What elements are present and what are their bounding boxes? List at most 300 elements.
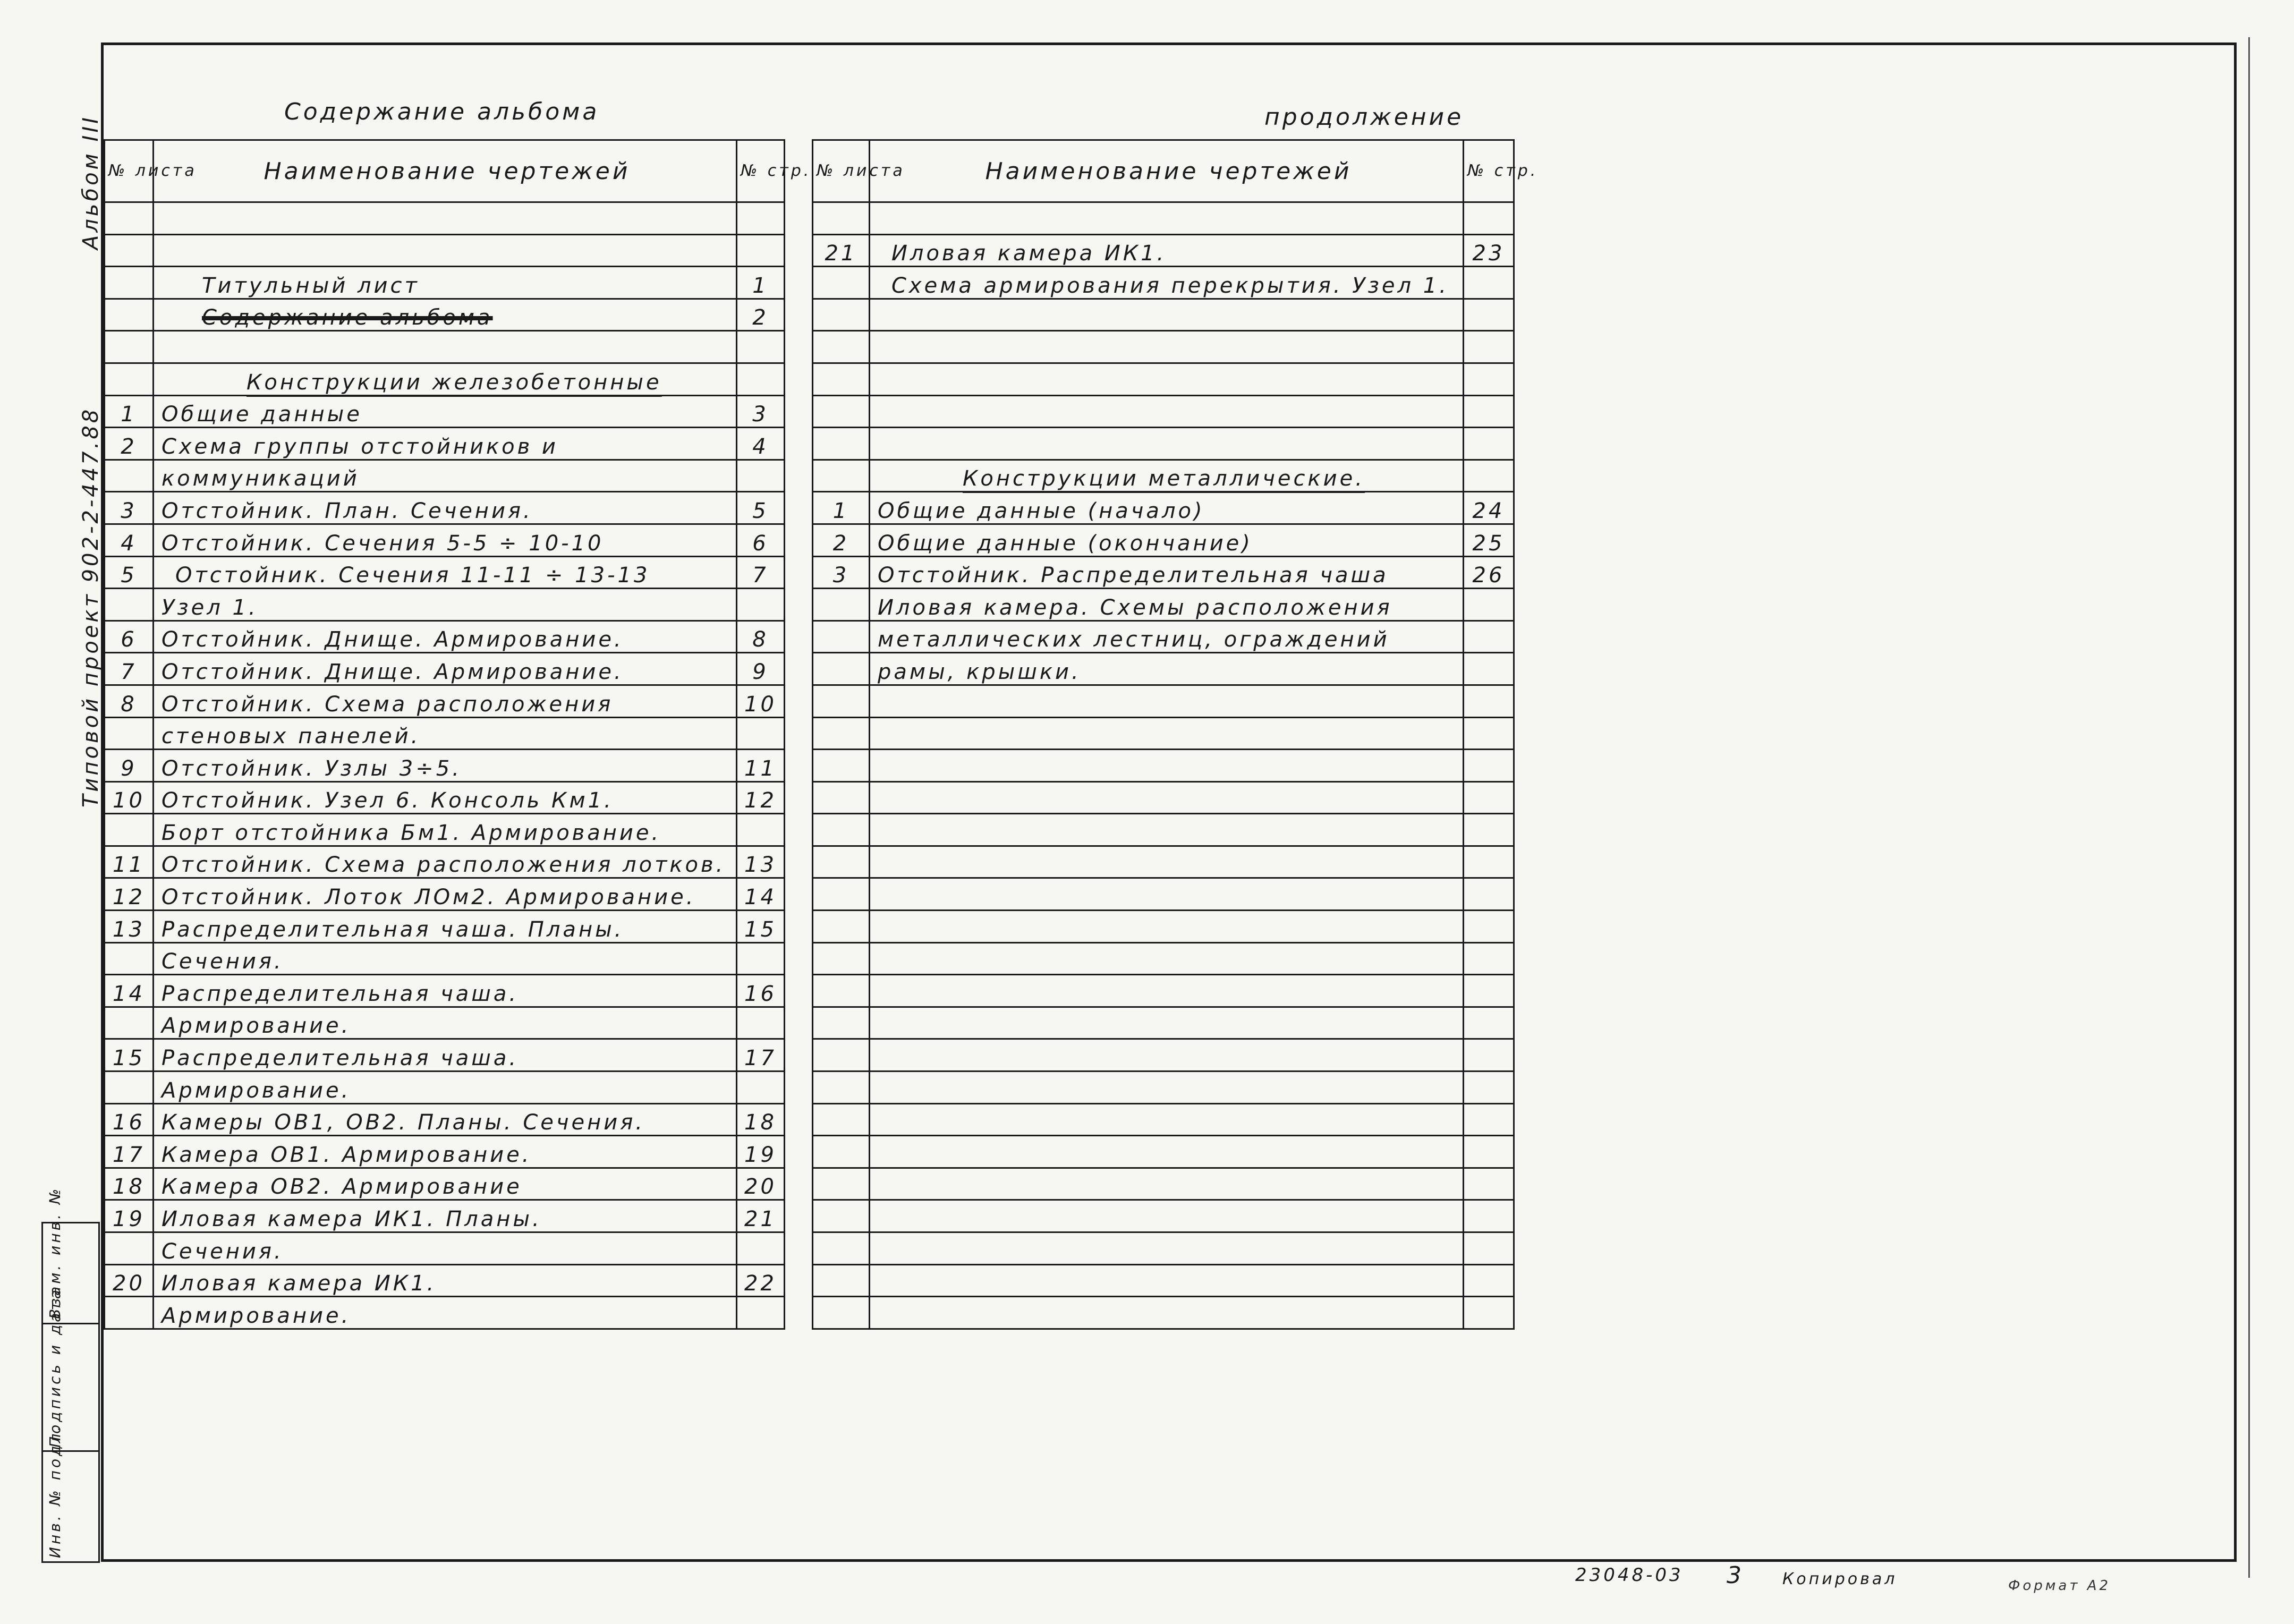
sheet-number-cell — [813, 267, 870, 299]
page-number-cell — [1464, 653, 1514, 685]
table-row — [813, 750, 1514, 782]
table-row — [105, 589, 785, 621]
page-number-cell — [737, 234, 785, 267]
drawing-name-cell — [870, 556, 1464, 589]
sheet-number-text: 15 — [113, 1046, 145, 1071]
header-name: Наименование чертежей — [870, 140, 1464, 202]
table-header-row — [813, 140, 1514, 202]
page-number-cell — [1464, 911, 1514, 943]
table-row — [813, 911, 1514, 943]
drawing-name-cell — [154, 685, 737, 717]
drawing-name-cell — [154, 202, 737, 235]
sheet-number-cell — [813, 395, 870, 428]
page-number-cell — [737, 878, 785, 911]
table-row — [813, 620, 1514, 653]
table-row — [105, 878, 785, 911]
sheet-number-text: 19 — [113, 1207, 145, 1231]
drawing-name-cell — [154, 750, 737, 782]
table-header-row — [105, 140, 785, 202]
drawing-name-cell — [870, 878, 1464, 911]
drawing-name-cell — [154, 363, 737, 395]
page-number-cell — [737, 492, 785, 524]
drawing-name-cell — [154, 653, 737, 685]
page-number-cell — [1464, 428, 1514, 460]
drawing-name-cell — [154, 267, 737, 299]
sheet-number-text: 2 — [832, 531, 849, 556]
header-name: Наименование чертежей — [154, 140, 737, 202]
drawing-name-cell — [154, 556, 737, 589]
drawing-name-cell — [870, 975, 1464, 1007]
sheet-number-text: 4 — [121, 531, 137, 556]
sheet-number-cell — [105, 1264, 154, 1297]
page-number-cell — [737, 589, 785, 621]
sheet-number-cell — [105, 331, 154, 363]
page-number-cell — [1464, 620, 1514, 653]
drawing-name-cell — [154, 395, 737, 428]
page-number-cell — [1464, 717, 1514, 750]
sheet-number-cell — [105, 750, 154, 782]
page-number-cell — [1464, 1136, 1514, 1168]
sheet-number-text: 18 — [113, 1175, 145, 1200]
page-number-cell — [1464, 975, 1514, 1007]
table-row — [813, 1232, 1514, 1265]
table-row — [813, 846, 1514, 878]
drawing-name-cell — [154, 1168, 737, 1200]
table-row — [813, 942, 1514, 975]
sheet-number-cell — [105, 202, 154, 235]
header-page-no: № стр. — [1464, 140, 1514, 202]
page-number-text: 14 — [744, 885, 777, 910]
table-row — [813, 395, 1514, 428]
table-row — [105, 717, 785, 750]
page-number-cell — [1464, 1297, 1514, 1329]
table-row — [105, 781, 785, 814]
page-number-cell — [737, 620, 785, 653]
page-number-text: 12 — [744, 788, 777, 813]
page-number-cell — [737, 1039, 785, 1072]
sheet-number-cell — [813, 911, 870, 943]
sheet-number-cell — [105, 1103, 154, 1136]
page-number-cell — [737, 653, 785, 685]
table-row — [105, 299, 785, 331]
drawing-name-text: Армирование. — [162, 1303, 351, 1328]
page-number-cell — [1464, 589, 1514, 621]
page-number-cell — [737, 524, 785, 556]
page-number-cell — [737, 942, 785, 975]
outer-edge-right — [2248, 37, 2250, 1578]
page-number-cell — [737, 1232, 785, 1265]
drawing-name-cell — [870, 750, 1464, 782]
sheet-number-cell — [105, 1297, 154, 1329]
table-row — [813, 589, 1514, 621]
drawing-name-cell — [870, 234, 1464, 267]
drawing-name-cell — [154, 299, 737, 331]
table-row — [813, 202, 1514, 235]
drawing-name-text: Титульный лист — [202, 273, 420, 298]
drawing-name-text: Общие данные — [162, 402, 362, 427]
sheet-number-text: 2 — [121, 434, 137, 459]
drawing-name-cell — [154, 1136, 737, 1168]
table-row — [813, 234, 1514, 267]
page-number-text: 8 — [752, 627, 769, 652]
page-number-cell — [1464, 1007, 1514, 1039]
drawing-name-cell — [870, 1168, 1464, 1200]
table-row — [105, 234, 785, 267]
sheet-number-cell — [813, 1007, 870, 1039]
drawing-name-text: Камеры ОВ1, ОВ2. Планы. Сечения. — [162, 1110, 645, 1135]
page-number-text: 7 — [752, 563, 769, 588]
drawing-name-text: Отстойник. План. Сечения. — [162, 498, 533, 523]
sheet-number-text: 1 — [121, 402, 137, 427]
table-row — [813, 363, 1514, 395]
drawing-name-cell — [870, 685, 1464, 717]
table-row — [813, 717, 1514, 750]
page-number-cell — [1464, 460, 1514, 492]
page-number-cell — [1464, 331, 1514, 363]
sheet-number-cell — [105, 428, 154, 460]
drawing-name-cell — [870, 814, 1464, 846]
copied-by: Копировал — [1782, 1570, 1898, 1588]
drawing-name-cell — [870, 1072, 1464, 1104]
page-number-cell — [1464, 299, 1514, 331]
page-number-text: 9 — [752, 659, 769, 684]
table-row — [813, 1168, 1514, 1200]
drawing-name-cell — [154, 942, 737, 975]
table-row — [813, 556, 1514, 589]
drawing-name-cell — [154, 460, 737, 492]
sheet-number-cell — [813, 363, 870, 395]
drawing-name-text: Схема группы отстойников и — [162, 434, 558, 459]
drawing-name-cell — [870, 1264, 1464, 1297]
page-number-cell — [737, 1103, 785, 1136]
caption-right: продолжение — [1264, 104, 1464, 131]
drawing-name-cell — [870, 299, 1464, 331]
drawing-name-cell — [154, 911, 737, 943]
sheet-number-cell — [813, 331, 870, 363]
page-number-cell — [737, 299, 785, 331]
page-number-cell — [1464, 556, 1514, 589]
table-row — [105, 911, 785, 943]
sheet-number-cell — [813, 1072, 870, 1104]
sheet-number-cell — [813, 428, 870, 460]
sheet-number-cell — [813, 1039, 870, 1072]
sheet-number-text: 20 — [113, 1271, 145, 1296]
drawing-name-cell — [870, 202, 1464, 235]
drawing-name-cell — [154, 814, 737, 846]
page-number-cell — [737, 556, 785, 589]
drawing-name-text: Отстойник. Сечения 11-11 ÷ 13-13 — [175, 563, 650, 588]
page-number-cell — [737, 814, 785, 846]
drawing-name-cell — [870, 428, 1464, 460]
table-row — [105, 653, 785, 685]
sheet-number-text: 14 — [113, 981, 145, 1006]
sheet-number-cell — [105, 524, 154, 556]
drawing-name-cell — [154, 975, 737, 1007]
drawing-name-text: Отстойник. Узлы 3÷5. — [162, 756, 462, 781]
page-number-text: 2 — [752, 305, 769, 330]
page-number-text: 22 — [744, 1271, 777, 1296]
stamp-label: Взам. инв. № — [46, 1186, 64, 1319]
sheet-number-cell — [813, 814, 870, 846]
drawing-name-cell — [154, 492, 737, 524]
page-number-text: 6 — [752, 531, 769, 556]
drawing-name-text: Схема армирования перекрытия. Узел 1. — [891, 273, 1449, 298]
sheet-number-text: 7 — [121, 659, 137, 684]
sheet-number-cell — [813, 653, 870, 685]
sheet-number-cell — [813, 1200, 870, 1232]
drawing-name-cell — [870, 331, 1464, 363]
page-number-cell — [737, 911, 785, 943]
page-number-cell — [1464, 781, 1514, 814]
drawing-name-text: Сечения. — [162, 1239, 284, 1264]
page-number-cell — [1464, 942, 1514, 975]
page-number-cell — [1464, 524, 1514, 556]
sheet-number-cell — [813, 460, 870, 492]
page-number-cell — [737, 363, 785, 395]
drawing-name-text: Общие данные (окончание) — [878, 531, 1253, 556]
page-number-cell — [1464, 878, 1514, 911]
sheet-number-text: 10 — [113, 788, 145, 813]
table-row — [813, 267, 1514, 299]
page-number-cell — [1464, 1072, 1514, 1104]
drawing-name-text: Содержание альбома — [202, 305, 493, 330]
page-number-cell — [737, 202, 785, 235]
page-number-text: 10 — [744, 692, 777, 717]
sheet-number-cell — [105, 942, 154, 975]
page-number-text: 25 — [1472, 531, 1505, 556]
sheet-number-cell — [813, 524, 870, 556]
drawing-name-cell — [870, 717, 1464, 750]
drawing-name-text: коммуникаций — [162, 466, 360, 491]
drawing-name-cell — [154, 620, 737, 653]
drawing-name-cell — [870, 1232, 1464, 1265]
table-row — [813, 1297, 1514, 1329]
sheet-number-text: 1 — [832, 498, 849, 523]
sheet-number-cell — [813, 589, 870, 621]
stamp-label: Инв. № подл. — [46, 1423, 64, 1558]
page-number-cell — [1464, 685, 1514, 717]
header-sheet-no: № листа — [105, 140, 154, 202]
page-number-text: 26 — [1472, 563, 1505, 588]
page-number-cell — [737, 331, 785, 363]
table-row — [813, 653, 1514, 685]
table-row — [813, 524, 1514, 556]
sheet-number-text: 5 — [121, 563, 137, 588]
format-label: Формат А2 — [2008, 1578, 2111, 1594]
page-number-cell — [737, 685, 785, 717]
sheet-number-cell — [813, 846, 870, 878]
table-row — [813, 814, 1514, 846]
table-row — [813, 685, 1514, 717]
drawing-name-cell — [154, 524, 737, 556]
sheet-number-cell — [813, 685, 870, 717]
project-label: Типовой проект 902-2-447.88 — [79, 406, 103, 807]
page-number-text: 16 — [744, 981, 777, 1006]
page-number-text: 5 — [752, 498, 769, 523]
drawing-name-cell — [154, 428, 737, 460]
page-number-cell — [1464, 202, 1514, 235]
page-number-cell — [737, 1007, 785, 1039]
sheet-number-cell — [105, 620, 154, 653]
drawing-name-cell — [870, 589, 1464, 621]
sheet-number-text: 21 — [825, 241, 857, 266]
toc-table-right — [812, 139, 1539, 1330]
toc-table-left — [104, 139, 812, 1330]
page-number-text: 3 — [752, 402, 769, 427]
sheet-number-cell — [105, 878, 154, 911]
sheet-number-cell — [105, 1136, 154, 1168]
table-row — [105, 1136, 785, 1168]
page-number-text: 1 — [752, 273, 769, 298]
drawing-name-cell — [870, 911, 1464, 943]
drawing-name-cell — [154, 331, 737, 363]
sheet-number-text: 6 — [121, 627, 137, 652]
sheet-number-cell — [813, 1264, 870, 1297]
drawing-name-cell — [870, 653, 1464, 685]
drawing-name-text: Борт отстойника Бм1. Армирование. — [162, 820, 661, 845]
sheet-number-text: 17 — [113, 1142, 145, 1167]
drawing-name-text: Отстойник. Распределительная чаша — [878, 563, 1389, 588]
drawing-name-cell — [870, 363, 1464, 395]
sheet-number-cell — [105, 1168, 154, 1200]
page-number-cell — [1464, 267, 1514, 299]
drawing-name-cell — [870, 846, 1464, 878]
sheet-number-cell — [105, 460, 154, 492]
drawing-name-cell — [154, 1264, 737, 1297]
sheet-number-cell — [105, 846, 154, 878]
page-number-cell — [737, 1072, 785, 1104]
sheet-number-cell — [105, 299, 154, 331]
drawing-name-cell — [870, 1136, 1464, 1168]
album-label: Альбом III — [79, 115, 103, 250]
page-number-cell — [737, 267, 785, 299]
table-row — [105, 942, 785, 975]
page-number-text: 19 — [744, 1142, 777, 1167]
drawing-name-text: Иловая камера ИК1. — [162, 1271, 437, 1296]
page-number-cell — [737, 395, 785, 428]
document-code: 23048-03 — [1575, 1565, 1684, 1586]
drawing-name-cell — [154, 846, 737, 878]
table-row — [813, 492, 1514, 524]
table-row — [105, 1007, 785, 1039]
header-sheet-no: № листа — [813, 140, 870, 202]
section-heading: Конструкции железобетонные — [247, 370, 662, 395]
page-number-cell — [1464, 1264, 1514, 1297]
sheet-number-cell — [813, 942, 870, 975]
sheet-number-cell — [105, 911, 154, 943]
sheet-number-text: 8 — [121, 692, 137, 717]
sheet-number-cell — [105, 492, 154, 524]
stamp-inventory-original — [41, 1423, 100, 1563]
drawing-name-text: Отстойник. Днище. Армирование. — [162, 659, 624, 684]
table-row — [105, 1297, 785, 1329]
sheet-number-cell — [105, 975, 154, 1007]
page-number-cell — [1464, 395, 1514, 428]
table-row — [105, 1168, 785, 1200]
drawing-name-cell — [154, 1007, 737, 1039]
page-number-cell — [737, 781, 785, 814]
page-number-cell — [1464, 814, 1514, 846]
sheet-number-cell — [813, 717, 870, 750]
table-row — [813, 1072, 1514, 1104]
table-row — [105, 1200, 785, 1232]
page-number-text: 23 — [1472, 241, 1505, 266]
drawing-name-cell — [154, 1200, 737, 1232]
sheet-number-text: 11 — [113, 853, 145, 878]
drawing-name-cell — [154, 1039, 737, 1072]
drawing-name-text: Отстойник. Лоток ЛОм2. Армирование. — [162, 885, 696, 910]
drawing-name-text: Отстойник. Сечения 5-5 ÷ 10-10 — [162, 531, 604, 556]
drawing-name-cell — [870, 1200, 1464, 1232]
page-number-text: 17 — [744, 1046, 777, 1071]
sheet-number-cell — [105, 685, 154, 717]
sheet-number-text: 16 — [113, 1110, 145, 1135]
drawing-name-text: Иловая камера ИК1. Планы. — [162, 1207, 542, 1231]
table-row — [813, 1103, 1514, 1136]
page-number-text: 13 — [744, 853, 777, 878]
sheet-number-cell — [813, 299, 870, 331]
drawing-name-cell — [870, 1039, 1464, 1072]
drawing-name-text: металлических лестниц, ограждений — [878, 627, 1390, 652]
sheet-number-cell — [105, 1007, 154, 1039]
drawing-name-cell — [870, 781, 1464, 814]
sheet-number-cell — [813, 975, 870, 1007]
drawing-name-cell — [154, 1103, 737, 1136]
page-number-cell — [737, 1297, 785, 1329]
drawing-name-cell — [154, 1297, 737, 1329]
table-row — [813, 975, 1514, 1007]
table-row — [105, 331, 785, 363]
page-number-cell — [737, 460, 785, 492]
table-row — [813, 781, 1514, 814]
drawing-name-text: Распределительная чаша. — [162, 1046, 519, 1071]
table-row — [813, 1200, 1514, 1232]
page-number-cell — [1464, 846, 1514, 878]
table-row — [105, 1039, 785, 1072]
page-number-cell — [737, 846, 785, 878]
table-row — [105, 363, 785, 395]
sheet-number-cell — [105, 814, 154, 846]
sheet-number-cell — [105, 363, 154, 395]
table-row — [105, 202, 785, 235]
sheet-number-cell — [105, 717, 154, 750]
sheet-number-cell — [813, 492, 870, 524]
drawing-name-text: Отстойник. Схема расположения — [162, 692, 614, 717]
approval-stamp — [41, 1186, 100, 1563]
drawing-name-cell — [870, 1297, 1464, 1329]
sheet-number-cell — [813, 1136, 870, 1168]
sheet-number-cell — [105, 781, 154, 814]
sheet-number-cell — [105, 1072, 154, 1104]
stamp-label: Подпись и дата — [46, 1287, 64, 1448]
table-row — [813, 1007, 1514, 1039]
table-row — [813, 428, 1514, 460]
sheet-number-cell — [813, 750, 870, 782]
table-row — [813, 460, 1514, 492]
drawing-name-text: Сечения. — [162, 949, 284, 974]
table-row — [105, 1072, 785, 1104]
page-number-cell — [1464, 363, 1514, 395]
drawing-name-cell — [870, 1103, 1464, 1136]
drawing-name-cell — [870, 1007, 1464, 1039]
drawing-name-text: Камера ОВ2. Армирование — [162, 1175, 522, 1200]
table-row — [105, 1103, 785, 1136]
page-number-cell — [737, 750, 785, 782]
sheet-number-cell — [813, 234, 870, 267]
table-row — [105, 556, 785, 589]
frame-top — [101, 42, 2237, 45]
page-number-cell — [1464, 234, 1514, 267]
